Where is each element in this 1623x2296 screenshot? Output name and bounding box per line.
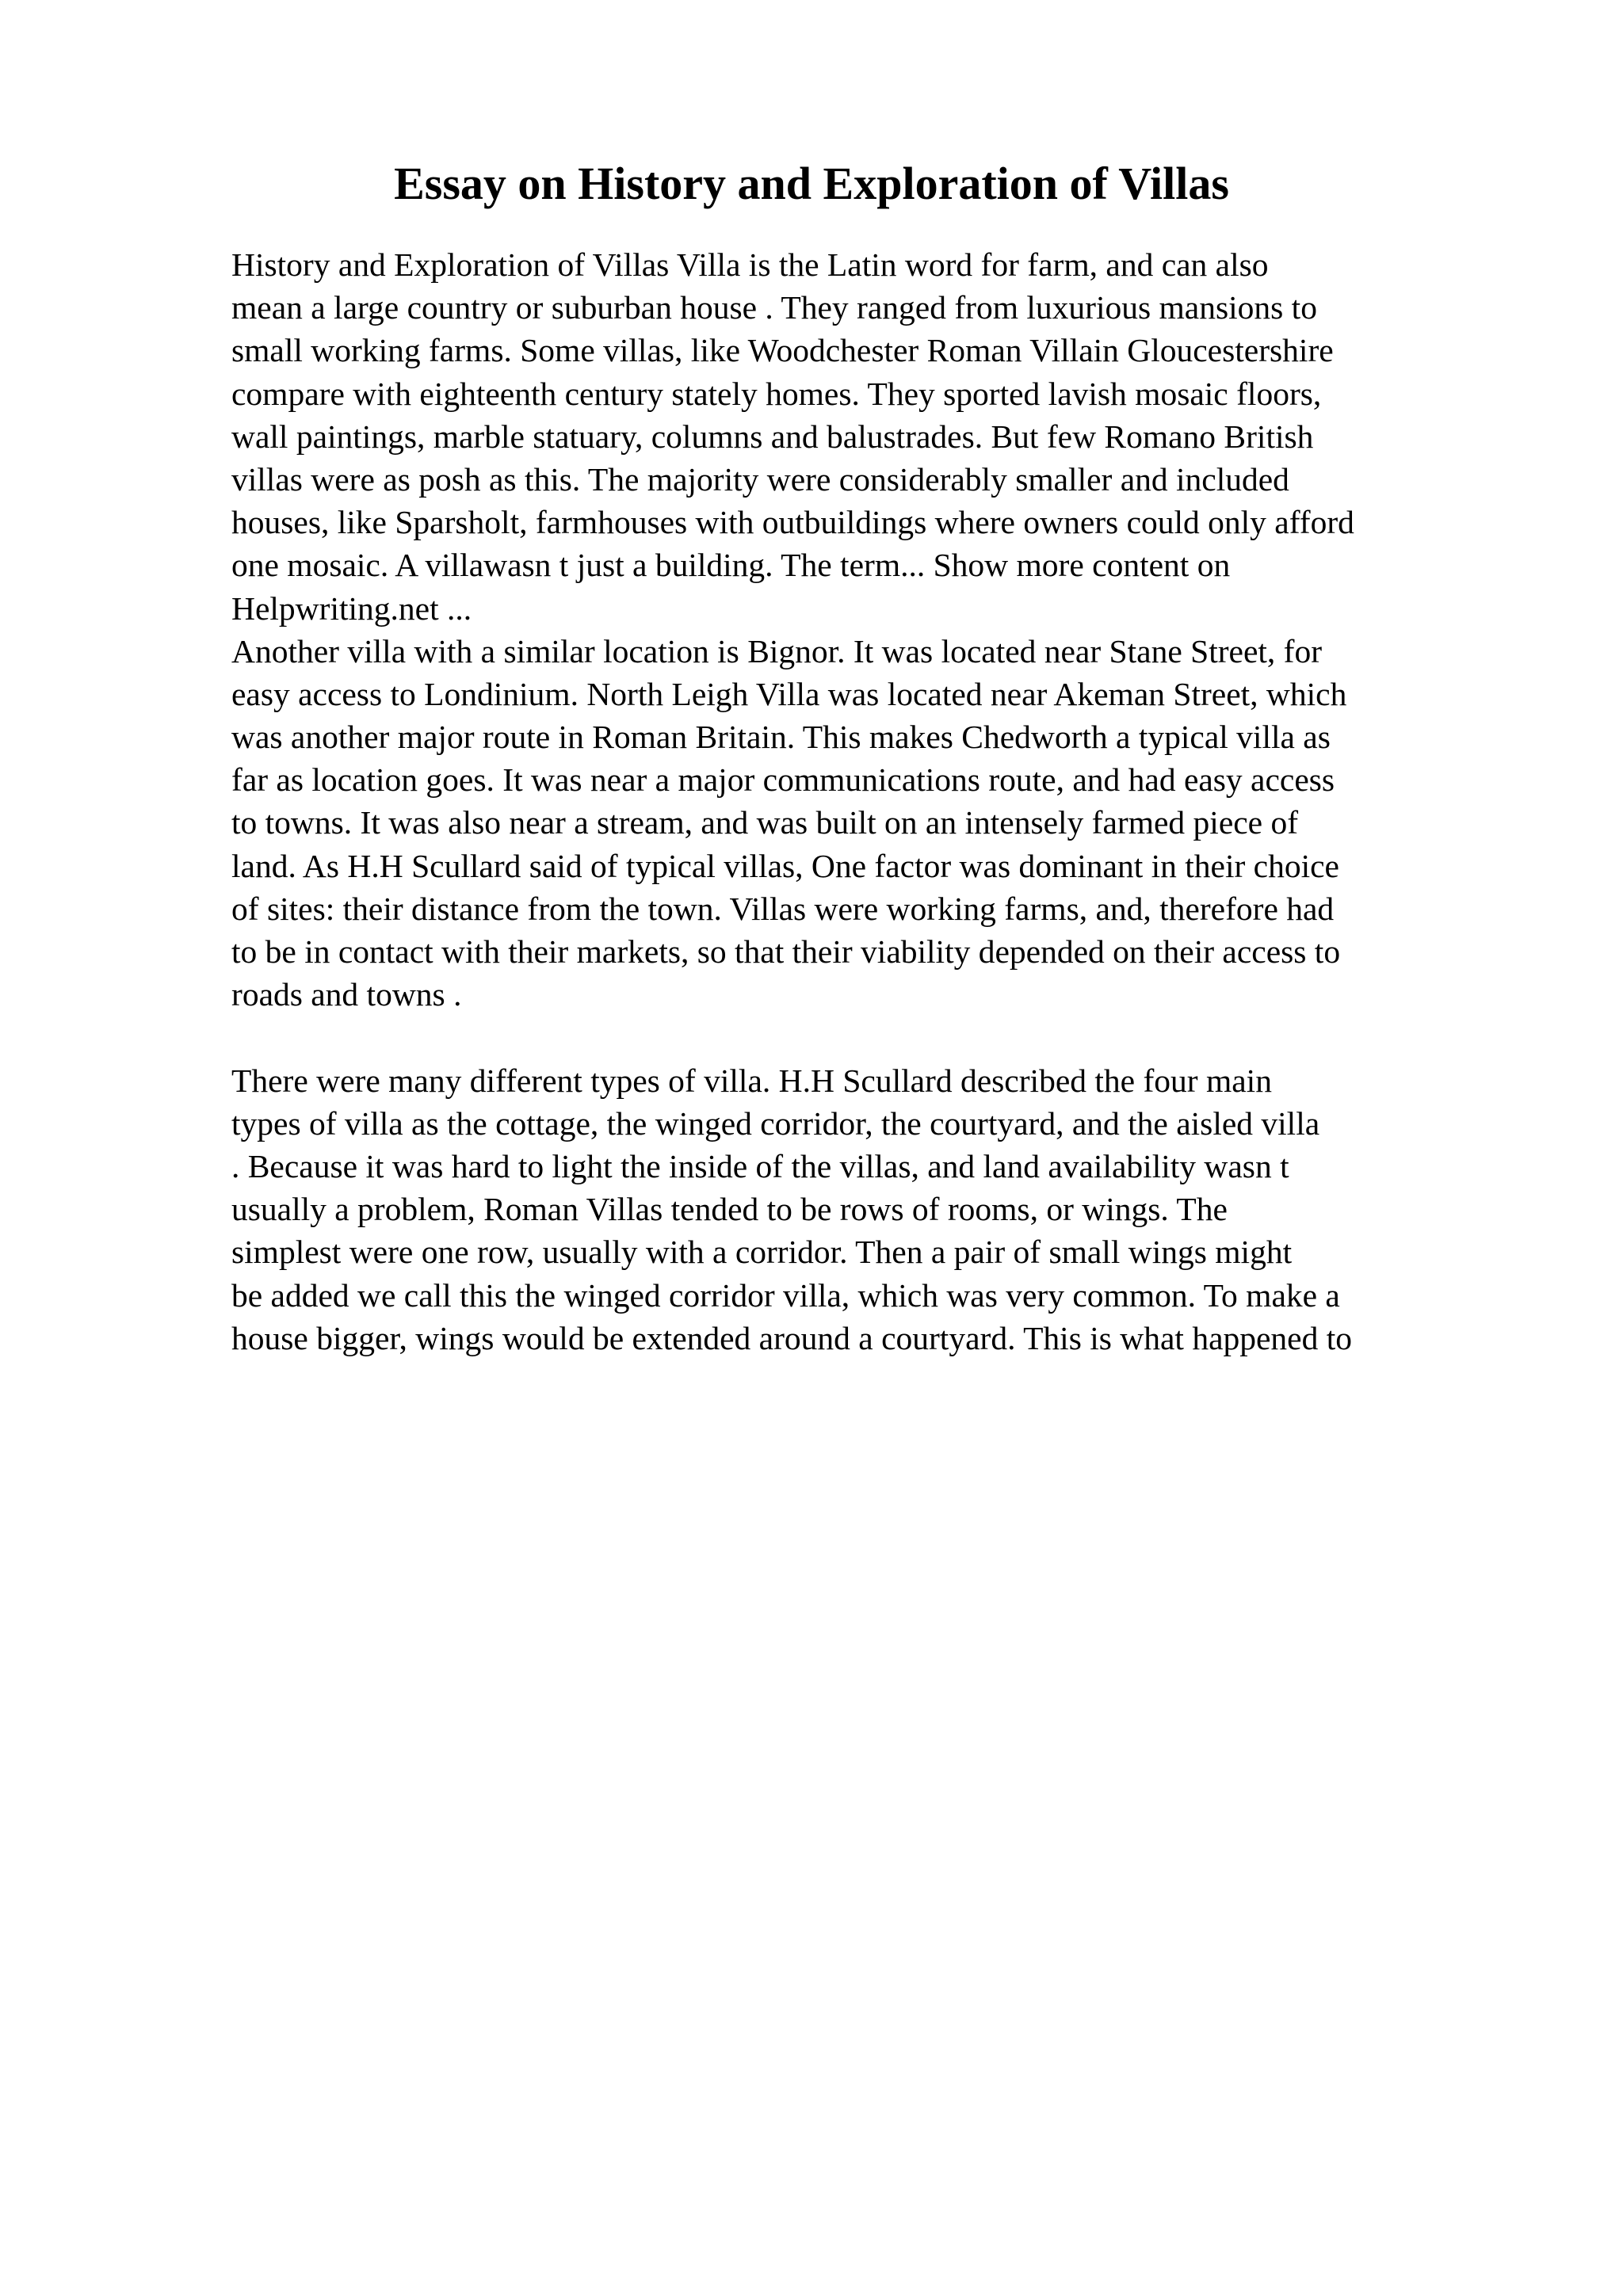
text-line: house bigger, wings would be extended around a courtyard. This is what happened to	[231, 1319, 1352, 1356]
text-line: roads and towns .	[231, 976, 462, 1013]
paragraph-3	[231, 1059, 1499, 1360]
text-line: wall paintings, marble statuary, columns and balustrades. But few Romano British	[231, 418, 1314, 455]
text-line: far as location goes. It was near a major communications route, and had easy access	[231, 761, 1335, 799]
text-line: compare with eighteenth century stately homes. They sported lavish mosaic floors,	[231, 375, 1322, 412]
text-line: Helpwriting.net ...	[231, 589, 472, 627]
paragraph-gap	[231, 1016, 1499, 1058]
text-line: to be in contact with their markets, so that their viability depended on their access to	[231, 933, 1341, 970]
text-line: History and Exploration of Villas Villa is the Latin word for farm, and can also	[231, 246, 1269, 283]
text-line: be added we call this the winged corridor villa, which was very common. To make a	[231, 1276, 1340, 1314]
document-title: Essay on History and Exploration of Villas	[394, 158, 1229, 209]
paragraph-1	[231, 243, 1499, 630]
document-body	[231, 243, 1499, 1360]
text-line: small working farms. Some villas, like Woodchester Roman Villain Gloucestershire	[231, 332, 1334, 369]
text-line: usually a problem, Roman Villas tended to be rows of rooms, or wings. The	[231, 1191, 1228, 1228]
text-line: villas were as posh as this. The majority were considerably smaller and included	[231, 460, 1289, 498]
text-line: one mosaic. A villawasn t just a building. The term... Show more content on	[231, 547, 1231, 584]
text-line: simplest were one row, usually with a corridor. Then a pair of small wings might	[231, 1234, 1293, 1271]
text-line: land. As H.H Scullard said of typical villas, One factor was dominant in their choice	[231, 847, 1339, 884]
paragraph-2	[231, 630, 1499, 1016]
text-line: easy access to Londinium. North Leigh Villa was located near Akeman Street, which	[231, 675, 1347, 712]
text-line: There were many different types of villa. H.H Scullard described the four main	[231, 1062, 1272, 1099]
text-line: types of villa as the cottage, the winged corridor, the courtyard, and the aisled villa	[231, 1104, 1320, 1142]
text-line: was another major route in Roman Britain. This makes Chedworth a typical villa as	[231, 719, 1331, 756]
text-line: of sites: their distance from the town. Villas were working farms, and, therefore had	[231, 890, 1335, 927]
text-line: to towns. It was also near a stream, and was built on an intensely farmed piece of	[231, 804, 1299, 841]
text-line: houses, like Sparsholt, farmhouses with outbuildings where owners could only afford	[231, 504, 1354, 541]
text-line: mean a large country or suburban house . They ranged from luxurious mansions to	[231, 289, 1317, 326]
text-line: Another villa with a similar location is Bignor. It was located near Stane Street, for	[231, 632, 1323, 669]
text-line: . Because it was hard to light the inside of the villas, and land availability wasn t	[231, 1147, 1289, 1184]
